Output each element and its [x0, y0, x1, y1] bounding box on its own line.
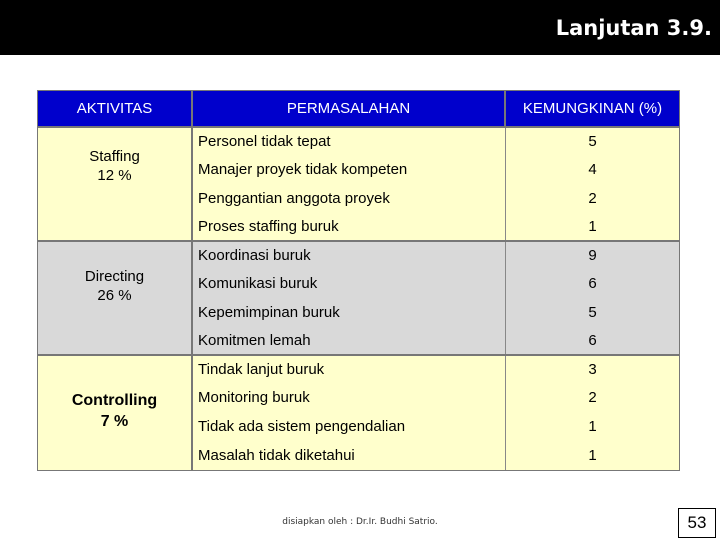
column-header-kemungkinan: KEMUNGKINAN (%)	[505, 90, 680, 127]
table-row	[192, 384, 680, 413]
value-cell: 2	[588, 189, 597, 207]
activity-directing	[37, 241, 192, 355]
table-row	[192, 156, 680, 185]
table-row	[192, 213, 680, 242]
activity-name: Staffing	[89, 148, 140, 165]
value-cell: 1	[588, 447, 597, 465]
activity-name: Directing	[84, 268, 145, 285]
problem-cell: Manajer proyek tidak kompeten	[198, 161, 408, 179]
activity-percent: 26 %	[97, 287, 132, 304]
footer-credit-text: disiapkan oleh : Dr.Ir. Budhi Satrio.	[282, 517, 438, 527]
table-row	[192, 355, 680, 384]
problem-cell: Proses staffing buruk	[198, 218, 339, 236]
table-row	[192, 298, 680, 327]
table-row	[192, 127, 680, 156]
value-cell: 5	[588, 303, 597, 321]
column-header-aktivitas: AKTIVITAS	[37, 90, 192, 127]
problem-cell: Kepemimpinan buruk	[198, 303, 340, 321]
value-cell: 4	[588, 161, 597, 179]
table-row	[192, 441, 680, 472]
problem-cell: Tindak lanjut buruk	[198, 360, 325, 378]
footer-credit	[0, 517, 720, 527]
problem-cell: Personel tidak tepat	[198, 132, 331, 150]
value-cell: 9	[588, 246, 597, 264]
column-divider	[192, 127, 193, 471]
page-number: 53	[678, 508, 716, 538]
value-cell: 1	[588, 417, 597, 435]
problem-cell: Koordinasi buruk	[198, 246, 311, 264]
problem-cell: Komitmen lemah	[198, 332, 311, 350]
value-cell: 2	[588, 389, 597, 407]
value-cell: 1	[588, 218, 597, 236]
value-cell: 3	[588, 360, 597, 378]
value-cell: 5	[588, 132, 597, 150]
activity-percent: 7 %	[100, 413, 129, 430]
value-cell: 6	[588, 275, 597, 293]
problem-cell: Masalah tidak diketahui	[198, 447, 355, 465]
problem-cell: Tidak ada sistem pengendalian	[198, 417, 406, 435]
risk-table	[37, 90, 680, 471]
activity-controlling	[37, 355, 192, 471]
column-header-permasalahan: PERMASALAHAN	[192, 90, 505, 127]
activity-percent: 12 %	[97, 167, 132, 184]
table-row	[192, 270, 680, 299]
title-bar	[0, 0, 720, 55]
table-row	[192, 241, 680, 270]
problem-cell: Penggantian anggota proyek	[198, 189, 390, 207]
value-cell: 6	[588, 332, 597, 350]
table-row	[192, 184, 680, 213]
problem-cell: Komunikasi buruk	[198, 275, 318, 293]
activity-staffing	[37, 127, 192, 241]
column-divider	[505, 127, 506, 471]
slide-title: Lanjutan 3.9.	[555, 16, 712, 40]
activity-name: Controlling	[71, 392, 158, 409]
problem-cell: Monitoring buruk	[198, 389, 310, 407]
table-row	[192, 327, 680, 356]
table-row	[192, 412, 680, 441]
